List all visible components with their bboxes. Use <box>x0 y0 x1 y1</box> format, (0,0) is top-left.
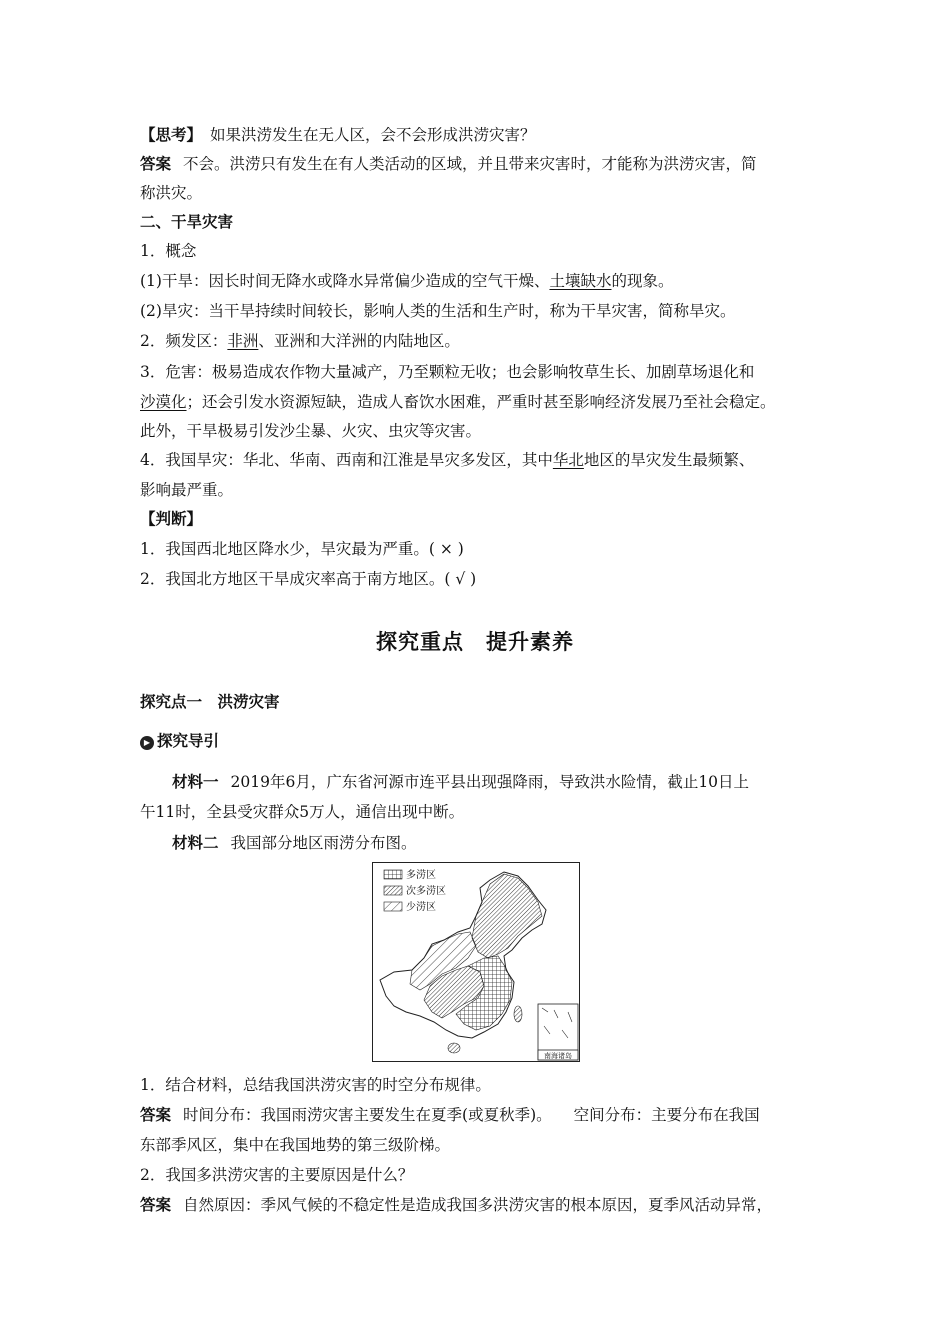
south-china-sea-inset <box>538 1004 578 1060</box>
think-answer-text: 不会。洪涝只有发生在有人类活动的区域，并且带来灾害时，才能称为洪涝灾害，简 <box>183 155 757 173</box>
think-question-line <box>140 121 830 150</box>
legend-swatch-less <box>384 902 402 911</box>
judge-item-2: 2．我国北方地区干旱成灾率高于南方地区。( √ ) <box>140 570 477 588</box>
flood-distribution-map <box>372 862 580 1062</box>
taiwan-island <box>514 1006 522 1022</box>
judge-item-1: 1．我国西北地区降水少，旱灾最为严重。( × ) <box>140 540 464 558</box>
think-answer-continued: 称洪灾。 <box>140 184 203 202</box>
play-icon: ▶ <box>140 736 154 750</box>
think-tag: 【思考】 <box>140 126 203 144</box>
inquiry-point-title: 探究点一 洪涝灾害 <box>140 693 280 711</box>
material-1-line-2: 午11时，全县受灾群众5万人，通信出现中断。 <box>140 803 465 821</box>
keyword-africa: 非洲 <box>227 332 259 350</box>
legend-main-label: 多涝区 <box>406 870 436 881</box>
inquiry-guide-label: 探究导引 <box>157 732 220 750</box>
keyword-soil-water: 土壤缺水 <box>549 272 612 290</box>
inquiry-guide <box>140 727 830 756</box>
frequent-areas <box>140 327 830 356</box>
harm-line-3: 此外，干旱极易引发沙尘暴、火灾、虫灾等灾害。 <box>140 422 482 440</box>
frequent-areas-text: 、亚洲和大洋洲的内陆地区。 <box>258 332 460 350</box>
think-answer-line <box>140 150 830 179</box>
question-2: 2．我国多洪涝灾害的主要原因是什么？ <box>140 1166 414 1184</box>
answer-2-label: 答案 <box>140 1196 172 1214</box>
answer-1-line-1 <box>140 1101 830 1130</box>
legend-secondary-label: 次多涝区 <box>406 886 446 897</box>
question-1: 1．结合材料，总结我国洪涝灾害的时空分布规律。 <box>140 1076 491 1094</box>
material-2-line <box>172 829 862 858</box>
harm-line-2-text: ；还会引发水资源短缺，造成人畜饮水困难，严重时甚至影响经济发展乃至社会稳定。 <box>186 393 776 411</box>
concept-drought-text: (1)干旱：因长时间无降水或降水异常偏少造成的空气干燥、 <box>140 272 550 290</box>
inset-label: 南海诸岛 <box>544 1052 572 1060</box>
concept-drought-suffix: 的现象。 <box>611 272 674 290</box>
material-1-label: 材料一 <box>172 773 219 791</box>
material-1-text: 2019年6月，广东省河源市连平县出现强降雨，导致洪水险情，截止10日上 <box>230 773 750 791</box>
legend-swatch-secondary <box>384 886 402 895</box>
concept-drought <box>140 267 830 296</box>
hainan-island <box>448 1043 460 1053</box>
answer-label: 答案 <box>140 155 172 173</box>
legend-swatch-main <box>384 870 402 879</box>
legend-less-label: 少涝区 <box>406 902 436 913</box>
china-drought-suffix: 地区的旱灾发生最频繁、 <box>583 451 755 469</box>
china-drought <box>140 446 830 475</box>
answer-1-time: 时间分布：我国雨涝灾害主要发生在夏季(或夏秋季)。 <box>183 1106 552 1124</box>
material-1-line-1 <box>172 768 862 797</box>
answer-1-space: 空间分布：主要分布在我国 <box>573 1106 760 1124</box>
harm-line-2 <box>140 388 830 417</box>
keyword-north-china: 华北 <box>552 451 584 469</box>
concept-drought-disaster: (2)旱灾：当干旱持续时间较长，影响人类的生活和生产时，称为干旱灾害，简称旱灾。 <box>140 302 736 320</box>
china-drought-text: 4．我国旱灾：华北、华南、西南和江淮是旱灾多发区，其中 <box>140 451 553 469</box>
answer-2-text: 自然原因：季风气候的不稳定性是造成我国多洪涝灾害的根本原因，夏季风活动异常， <box>183 1196 773 1214</box>
material-2-label: 材料二 <box>172 834 219 852</box>
frequent-areas-label: 2．频发区： <box>140 332 228 350</box>
china-drought-continued: 影响最严重。 <box>140 481 234 499</box>
section-title: 探究重点 提升素养 <box>376 630 574 654</box>
judge-tag: 【判断】 <box>140 510 203 528</box>
concept-title: 1．概念 <box>140 242 197 260</box>
harm-line-1: 3．危害：极易造成农作物大量减产，乃至颗粒无收；也会影响牧草生长、加剧草场退化和 <box>140 363 755 381</box>
answer-2-line-1 <box>140 1191 830 1220</box>
keyword-desertification: 沙漠化 <box>140 393 187 411</box>
answer-1-line-2: 东部季风区，集中在我国地势的第三级阶梯。 <box>140 1136 451 1154</box>
answer-1-label: 答案 <box>140 1106 172 1124</box>
think-question: 如果洪涝发生在无人区，会不会形成洪涝灾害？ <box>210 126 536 144</box>
drought-heading: 二、干旱灾害 <box>140 213 234 231</box>
material-2-text: 我国部分地区雨涝分布图。 <box>230 834 417 852</box>
